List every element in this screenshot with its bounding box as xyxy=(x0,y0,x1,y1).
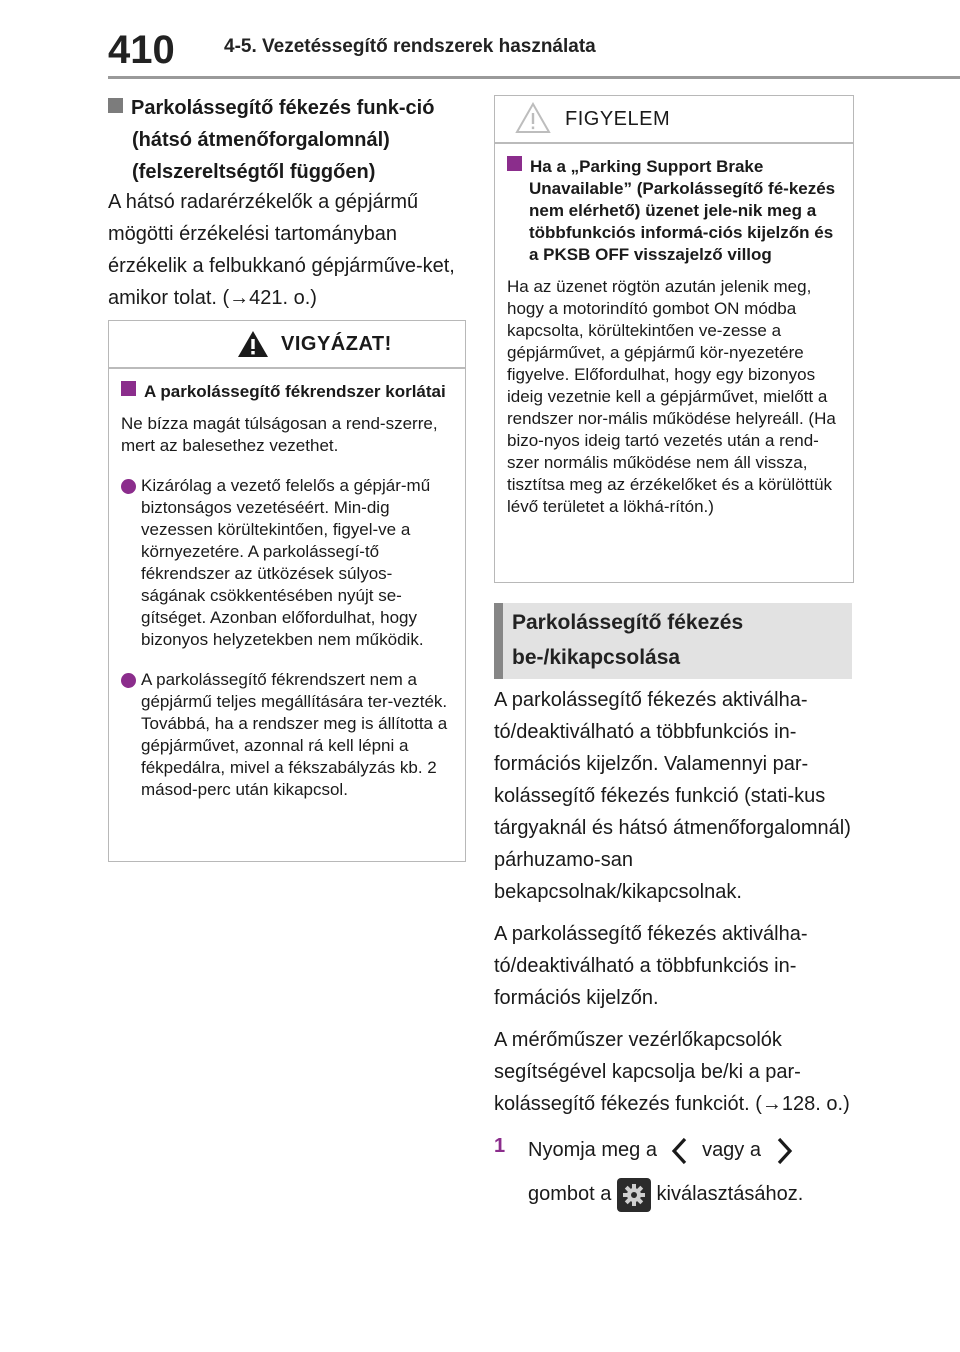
right-paragraph: A parkolássegítő fékezés aktiválha-tó/deaktiválható a többfunkciós in-formációs kijelzőn. Valamennyi par-kolássegítő fékezés funkció (stati-kus tárgyaknál és hátsó átmenőforgalomnál) párhuzamo-san bekapcsolnak/kikapcsolnak. xyxy=(494,689,851,903)
step-text: Nyomja meg a xyxy=(528,1139,657,1161)
caution-box xyxy=(108,320,466,862)
step-text: kiválasztásához. xyxy=(656,1183,804,1205)
notice-header xyxy=(495,96,853,144)
caution-bullet: Kizárólag a vezető felelős a gépjár-mű biztonságos vezetéséért. Min-dig vezessen körültekintően, figyel-ve a környezetére. A parkolássegí-tő fékrendszer az ütközések súlyos-ságának csökkentésében nyújt se-gítséget. Azonban előfordulhat, hogy bizonyos helyzetekben nem működik. xyxy=(121,475,451,651)
warning-triangle-outline-icon xyxy=(515,102,551,134)
notice-body xyxy=(495,156,853,518)
step-number: 1 xyxy=(494,1135,506,1157)
chapter-title: 4-5. Vezetéssegítő rendszerek használata xyxy=(224,36,596,57)
square-bullet-icon xyxy=(108,98,123,113)
step-text: vagy a xyxy=(702,1139,761,1161)
caution-header xyxy=(109,321,465,369)
caution-body xyxy=(109,381,465,801)
caution-title: VIGYÁZAT! xyxy=(281,333,392,355)
notice-heading: Ha a „Parking Support Brake Unavailable” (Parkolássegítő fé-kezés nem elérhető) üzenet jele-nik meg a többfunkciós informá-ciós kijelzőn és a PKSB OFF visszajelző villog xyxy=(507,156,839,266)
round-bullet-icon xyxy=(121,673,136,688)
caution-bullet: A parkolássegítő fékrendszert nem a gépjármű teljes megállítására ter-vezték. Továbbá, ha a rendszer meg is állította a gépjárművet, azonnal rá kell lépni a fékpedálra, mivel a fékszabályzás kb. 2 másod-perc után kikapcsol. xyxy=(121,669,451,801)
notice-text: Ha az üzenet rögtön azután jelenik meg, hogy a motorindító gombot ON módba kapcsolta, körültekintően ve-zesse a gépjárművet, a gépjármű kör-nyezetére figyelve. Előfordulhat, hogy egy bizonyos ideig vezetnie kell a gépjárművet, mielőtt a rendszer nor-mális működése helyreáll. (Ha bizo-nyos ideig tartó vezetés után a rend-szer normális működése nem áll vissza, tisztítsa meg az érzékelőket és a körülöttük lévő területet a lökhá-rítón.) xyxy=(507,277,836,516)
right-paragraph: A parkolássegítő fékezés aktiválha-tó/deaktiválható a többfunkciós in-formációs kijelzőn. xyxy=(494,923,808,1009)
notice-title: FIGYELEM xyxy=(565,108,671,130)
square-bullet-icon xyxy=(121,381,136,396)
left-body xyxy=(108,186,464,314)
section-bar xyxy=(494,603,503,679)
header-divider xyxy=(108,76,960,79)
chevron-right-icon xyxy=(767,1135,801,1167)
square-bullet-icon xyxy=(507,156,522,171)
caution-text: Ne bízza magát túlságosan a rend-szerre, mert az balesethez vezethet. xyxy=(121,414,438,455)
warning-triangle-filled-icon xyxy=(237,330,269,358)
chevron-left-icon xyxy=(663,1135,697,1167)
section-heading xyxy=(494,603,852,679)
subsection xyxy=(108,92,464,188)
right-paragraph: A mérőműszer vezérlőkapcsolók segítségével kapcsolja be/ki a par-kolássegítő fékezés funkciót. (→128. o.) xyxy=(494,1029,850,1115)
left-paragraph: A hátsó radarérzékelők a gépjármű mögötti érzékelési tartományban érzékelik a felbukkanó gépjárműve-ket, amikor tolat. (→421. o.) xyxy=(108,191,455,309)
step-1 xyxy=(494,1130,852,1216)
caution-heading: A parkolássegítő fékrendszer korlátai xyxy=(121,381,451,403)
round-bullet-icon xyxy=(121,479,136,494)
subsection-title: Parkolássegítő fékezés funk-ció (hátsó átmenőforgalomnál) (felszereltségtől függően) xyxy=(108,92,464,188)
gear-icon xyxy=(617,1178,651,1212)
step-text: gombot a xyxy=(528,1183,612,1205)
notice-box xyxy=(494,95,854,583)
section-title: Parkolássegítő fékezés be-/kikapcsolása xyxy=(512,611,744,669)
page-number: 410 xyxy=(108,28,175,72)
right-body xyxy=(494,684,852,1216)
page-header xyxy=(0,0,960,78)
